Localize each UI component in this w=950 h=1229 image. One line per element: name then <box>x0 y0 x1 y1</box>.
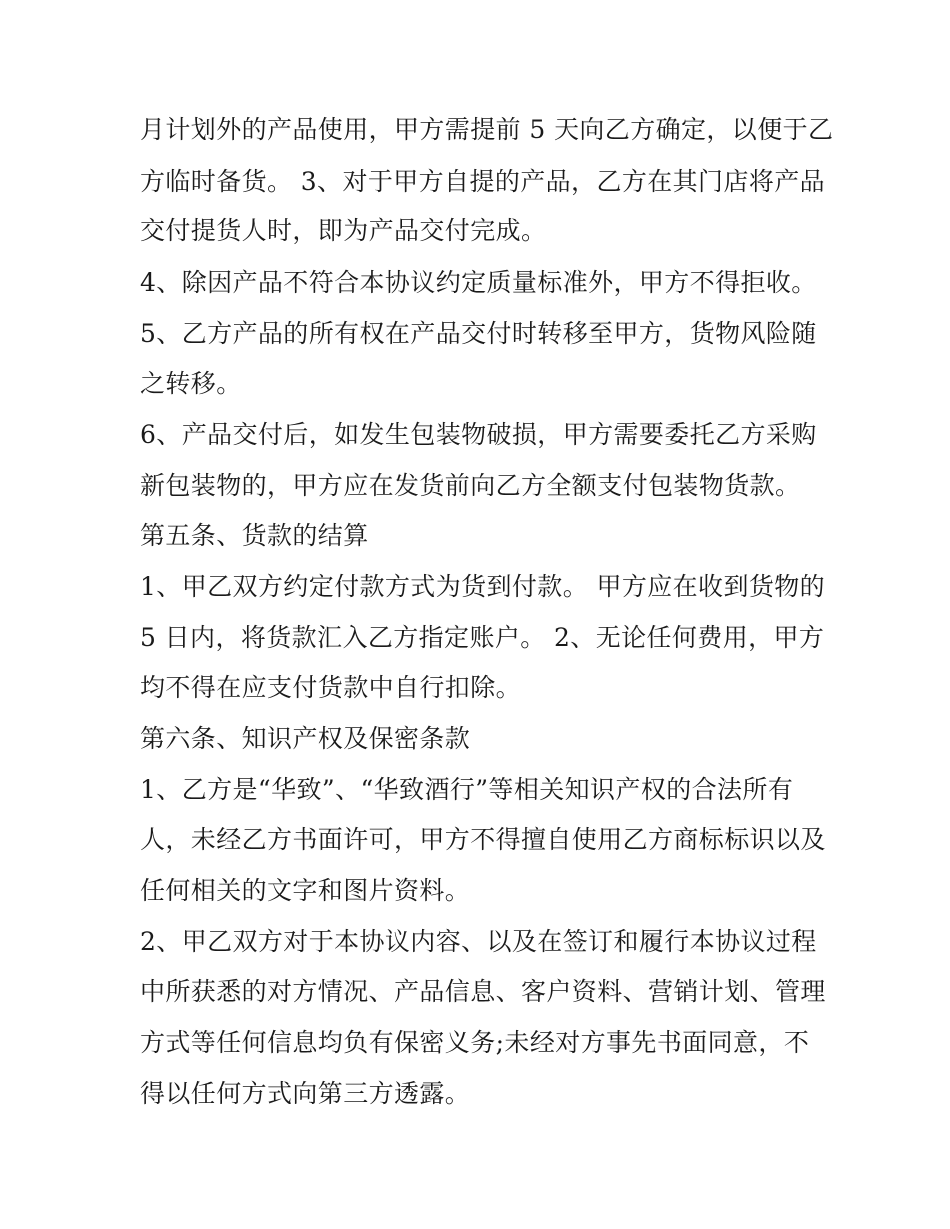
text-line: 方式等任何信息均负有保密义务;未经对方事先书面同意，不 <box>140 1028 810 1057</box>
text-line: 中所获悉的对方情况、产品信息、客户资料、营销计划、管理 <box>140 977 826 1006</box>
text-line: 交付提货人时，即为产品交付完成。 <box>140 216 547 245</box>
text-line: 得以任何方式向第三方透露。 <box>140 1079 471 1108</box>
text-line: 均不得在应支付货款中自行扣除。 <box>140 673 522 702</box>
text-line: 6、产品交付后，如发生包装物破损，甲方需要委托乙方采购 <box>140 420 817 449</box>
text-line: 2、甲乙双方对于本协议内容、以及在签订和履行本协议过程 <box>140 927 817 956</box>
text-line: 方临时备货。 3、对于甲方自提的产品，乙方在其门店将产品 <box>140 167 826 196</box>
text-line: 5 日内，将货款汇入乙方指定账户。 2、无论任何费用，甲方 <box>140 623 825 652</box>
text-line: 1、甲乙双方约定付款方式为货到付款。 甲方应在收到货物的 <box>140 572 826 601</box>
text-line: 1、乙方是“华致”、“华致酒行”等相关知识产权的合法所有 <box>140 775 794 804</box>
section-heading: 第六条、知识产权及保密条款 <box>140 724 471 753</box>
text-line: 月计划外的产品使用，甲方需提前 5 天向乙方确定，以便于乙 <box>140 115 834 144</box>
text-line: 5、乙方产品的所有权在产品交付时转移至甲方，货物风险随 <box>140 319 817 348</box>
text-line: 新包装物的，甲方应在发货前向乙方全额支付包装物货款。 <box>140 471 801 500</box>
text-line: 人，未经乙方书面许可，甲方不得擅自使用乙方商标标识以及 <box>140 825 826 854</box>
section-heading: 第五条、货款的结算 <box>140 521 369 550</box>
text-line: 4、除因产品不符合本协议约定质量标准外，甲方不得拒收。 <box>140 268 817 297</box>
text-line: 之转移。 <box>140 369 242 398</box>
text-line: 任何相关的文字和图片资料。 <box>140 876 471 905</box>
